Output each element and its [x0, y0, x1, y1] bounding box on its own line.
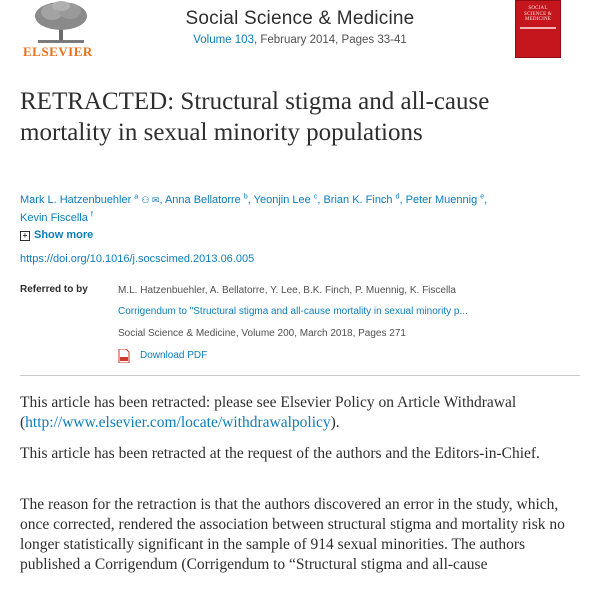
retraction-notice: This article has been retracted: please see Elsevier Policy on Article Withdrawal (http://www.elsevier.com/locate/withdrawalpolicy).: [20, 394, 517, 431]
journal-issue-info: [0, 34, 600, 46]
elsevier-wordmark: ELSEVIER: [23, 44, 93, 59]
author-link[interactable]: Yeonjin Lee $^c$: [253, 193, 318, 206]
cover-title: SOCIAL SCIENCE & MEDICINE: [524, 6, 552, 22]
author-list: Mark L. Hatzenbuehler $^a$ ⚇ ✉, Anna Bellatorre $^b$, Yeonjin Lee $^c$, Brian K. Finch $^d$, Peter Muennig $^e$, Kevin Fiscella $^f$: [20, 193, 488, 224]
plus-box-icon: +: [20, 231, 30, 241]
author-link[interactable]: Anna Bellatorre $^b$: [164, 193, 248, 206]
journal-cover-thumbnail[interactable]: [515, 0, 561, 58]
author-link[interactable]: Kevin Fiscella $^f$: [20, 211, 93, 224]
person-mail-icon: ⚇ ✉: [141, 195, 160, 205]
withdrawal-policy-link[interactable]: http://www.elsevier.com/locate/withdrawalpolicy: [25, 414, 331, 431]
issue-details: , February 2014, Pages 33-41: [253, 34, 407, 46]
referred-source: Social Science & Medicine, Volume 200, March 2018, Pages 271: [118, 328, 406, 339]
journal-header: [0, 0, 600, 64]
show-more-button[interactable]: + Show more: [20, 229, 93, 241]
download-pdf-link[interactable]: Download PDF: [118, 348, 580, 364]
retraction-request: This article has been retracted at the request of the authors and the Editors-in-Chief.: [20, 445, 540, 462]
volume-link[interactable]: Volume 103: [193, 34, 254, 46]
section-divider: [20, 375, 580, 376]
corrigendum-link[interactable]: Corrigendum to "Structural stigma and all-cause mortality in sexual minority p...: [118, 306, 468, 317]
article-title: RETRACTED: Structural stigma and all-cause mortality in sexual minority populations: [20, 88, 490, 146]
author-link[interactable]: Peter Muennig $^e$: [405, 193, 485, 206]
author-link[interactable]: Brian K. Finch $^d$: [323, 193, 400, 206]
retraction-reason: The reason for the retraction is that the authors discovered an error in the study, which, once corrected, rendered the association between structural stigma and mortality risk no longer statistically significant in the sample of 914 sexual minorities. The authors published a Corrigendum (Corrigendum to “Structural stigma and all-cause: [20, 496, 565, 573]
author-link[interactable]: Mark L. Hatzenbuehler $^a$ ⚇ ✉: [20, 193, 160, 206]
cover-stripe: [520, 27, 556, 29]
referred-to-label: Referred to by: [20, 284, 88, 295]
pdf-icon: [118, 349, 130, 363]
doi-link[interactable]: https://doi.org/10.1016/j.socscimed.2013.06.005: [20, 253, 255, 265]
referred-article: [118, 283, 580, 364]
journal-title[interactable]: Social Science & Medicine: [185, 8, 415, 29]
referred-authors: M.L. Hatzenbuehler, A. Bellatorre, Y. Lee, B.K. Finch, P. Muennig, K. Fiscella: [118, 285, 456, 296]
